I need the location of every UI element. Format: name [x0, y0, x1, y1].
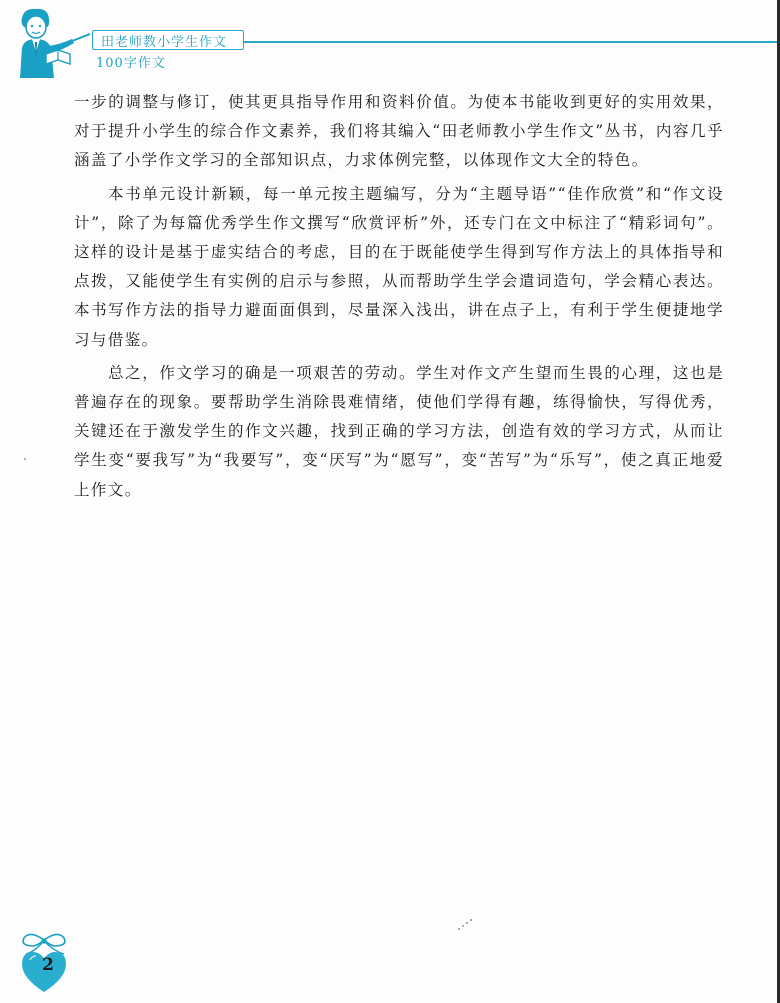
paragraph-2: 本书单元设计新颖，每一单元按主题编写，分为“主题导语”“佳作欣赏”和“作文设计”，除了为每篇优秀学生作文撰写“欣赏评析”外，还专门在文中标注了“精彩词句”。这样的设计是基于虚实结合的考虑，目的在于既能使学生得到写作方法上的具体指导和点拨，又能使学生有实例的启示与参照，从而帮助学生学会遣词造句，学会精心表达。本书写作方法的指导力避面面俱到，尽量深入浅出，讲在点子上，有利于学生便捷地学习与借鉴。: [74, 184, 724, 349]
paragraph-1: 一步的调整与修订，使其更具指导作用和资料价值。为使本书能收到更好的实用效果，对于提升小学生的综合作文素养，我们将其编入“田老师教小学生作文”丛书，内容几乎涵盖了小学作文学习的全部知识点，力求体例完整，以体现作文大全的特色。: [74, 93, 724, 170]
body-text: [74, 88, 724, 505]
scan-speck: [470, 919, 472, 921]
book-title: 100字作文: [96, 56, 166, 71]
scan-speck: [24, 458, 26, 460]
page-number: 2: [42, 955, 54, 975]
paragraph-3: 总之，作文学习的确是一项艰苦的劳动。学生对作文产生望而生畏的心理，这也是普遍存在的现象。要帮助学生消除畏难情绪，使他们学得有趣，练得愉快，写得优秀，关键还在于激发学生的作文兴趣，找到正确的学习方法，创造有效的学习方式，从而让学生变“要我写”为“我要写”，变“厌写”为“愿写”，变“苦写”为“乐写”，使之真正地爱上作文。: [74, 363, 724, 499]
scan-speck: [458, 928, 460, 930]
page-header: [0, 0, 780, 80]
series-title-banner: [92, 30, 244, 50]
series-title: 田老师教小学生作文: [101, 34, 228, 50]
header-rule: [244, 41, 780, 43]
teacher-mascot-icon: [6, 6, 96, 78]
scan-speck: [466, 922, 468, 924]
scan-speck: [462, 925, 464, 927]
